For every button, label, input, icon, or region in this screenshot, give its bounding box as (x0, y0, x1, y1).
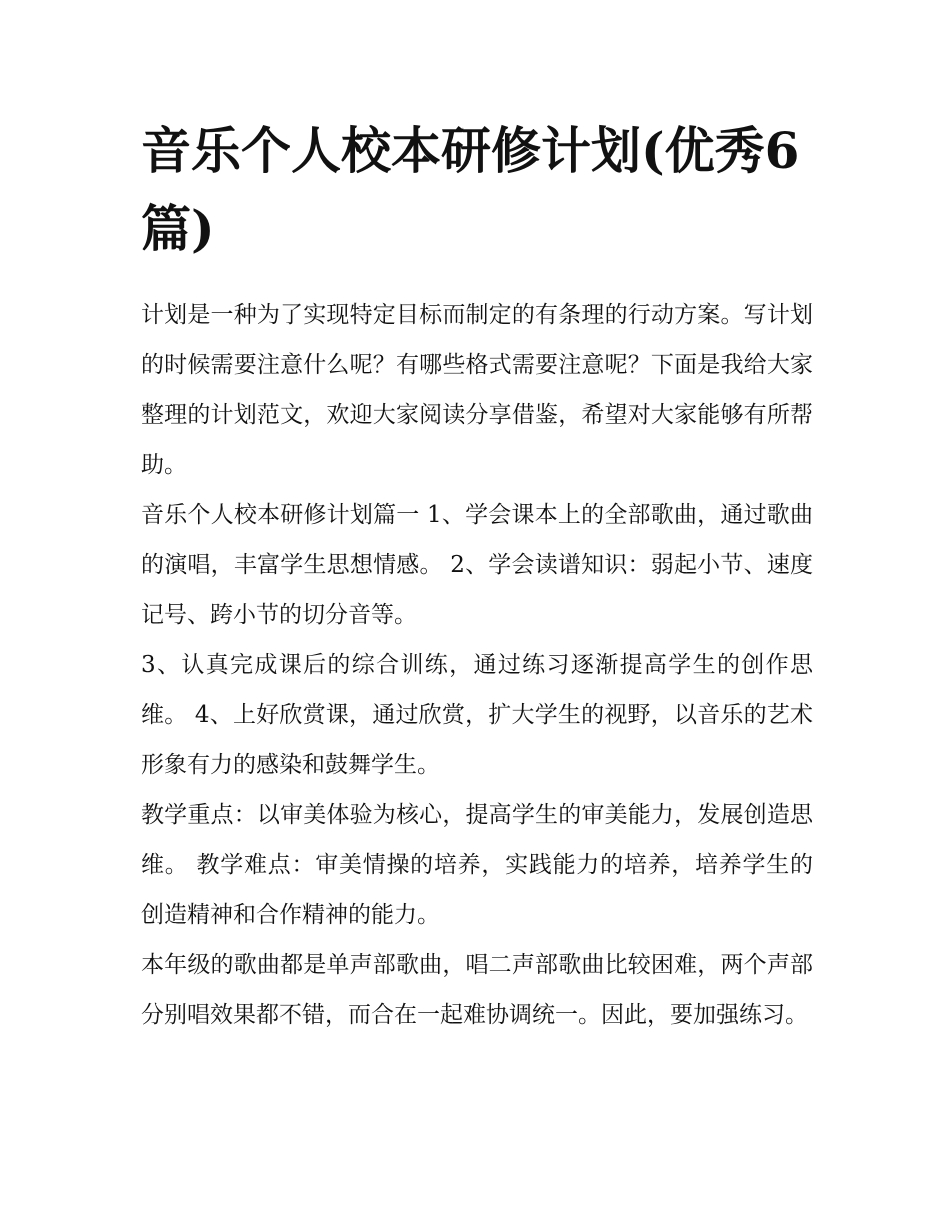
paragraph-goals-3-4: 3、认真完成课后的综合训练，通过练习逐渐提高学生的创作思维。 4、上好欣赏课，通过欣赏，扩大学生的视野，以音乐的艺术形象有力的感染和鼓舞学生。 (141, 652, 813, 778)
document-page (141, 112, 813, 1040)
paragraph-goals-1-2: 音乐个人校本研修计划篇一 1、学会课本上的全部歌曲，通过歌曲的演唱，丰富学生思想情感。 2、学会读谱知识：弱起小节、速度记号、跨小节的切分音等。 (141, 502, 813, 628)
document-title: 音乐个人校本研修计划(优秀6篇) (141, 121, 800, 258)
paragraph-intro: 计划是一种为了实现特定目标而制定的有条理的行动方案。写计划的时候需要注意什么呢？有哪些格式需要注意呢？下面是我给大家整理的计划范文，欢迎大家阅读分享借鉴，希望对大家能够有所帮助。 (141, 302, 813, 478)
paragraph-practice: 本年级的歌曲都是单声部歌曲，唱二声部歌曲比较困难，两个声部分别唱效果都不错，而合在一起难协调统一。因此，要加强练习。 (141, 952, 813, 1028)
paragraph-key-points: 教学重点：以审美体验为核心，提高学生的审美能力，发展创造思维。 教学难点：审美情操的培养，实践能力的培养，培养学生的创造精神和合作精神的能力。 (141, 802, 813, 928)
